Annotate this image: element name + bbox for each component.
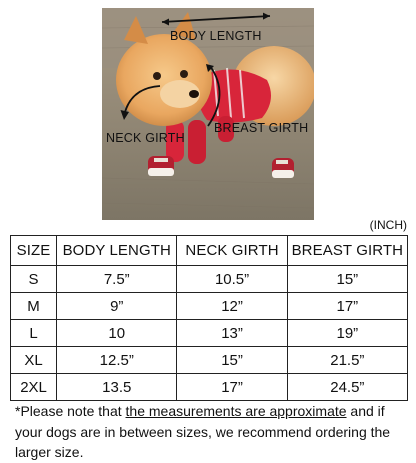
breast-girth-label: BREAST GIRTH bbox=[214, 121, 309, 135]
table-row bbox=[11, 347, 408, 374]
dog-eye-right bbox=[180, 70, 188, 78]
dog-measurement-photo bbox=[102, 8, 314, 220]
size-chart-table bbox=[10, 235, 408, 401]
cell-breast-girth: 17” bbox=[287, 293, 407, 320]
dog-eye-left bbox=[153, 72, 161, 80]
body-length-label: BODY LENGTH bbox=[170, 29, 262, 43]
sizing-note bbox=[15, 401, 410, 463]
dog-front-leg-right bbox=[188, 120, 206, 164]
cell-breast-girth: 21.5” bbox=[287, 347, 407, 374]
cell-neck-girth: 12” bbox=[177, 293, 287, 320]
cell-body-length: 13.5 bbox=[57, 374, 177, 401]
header-size: SIZE bbox=[11, 236, 57, 266]
cell-body-length: 7.5” bbox=[57, 266, 177, 293]
cell-breast-girth: 24.5” bbox=[287, 374, 407, 401]
note-underlined: the measurements are approximate bbox=[125, 403, 347, 419]
cell-neck-girth: 13” bbox=[177, 320, 287, 347]
cell-size: XL bbox=[11, 347, 57, 374]
header-neck-girth: NECK GIRTH bbox=[177, 236, 287, 266]
cell-body-length: 10 bbox=[57, 320, 177, 347]
cell-neck-girth: 17” bbox=[177, 374, 287, 401]
dog-nose bbox=[189, 90, 199, 98]
cell-breast-girth: 19” bbox=[287, 320, 407, 347]
table-row bbox=[11, 266, 408, 293]
dog-head bbox=[116, 34, 212, 126]
unit-label: (INCH) bbox=[369, 218, 407, 232]
cell-neck-girth: 10.5” bbox=[177, 266, 287, 293]
cell-size: M bbox=[11, 293, 57, 320]
cell-size: L bbox=[11, 320, 57, 347]
cell-body-length: 12.5” bbox=[57, 347, 177, 374]
neck-girth-label: NECK GIRTH bbox=[106, 131, 185, 145]
table-row bbox=[11, 293, 408, 320]
header-body-length: BODY LENGTH bbox=[57, 236, 177, 266]
cell-size: S bbox=[11, 266, 57, 293]
cell-size: 2XL bbox=[11, 374, 57, 401]
note-suffix: and if your dogs are in between sizes, we recommend ordering the larger size. bbox=[15, 403, 391, 460]
cell-breast-girth: 15” bbox=[287, 266, 407, 293]
cell-body-length: 9” bbox=[57, 293, 177, 320]
table-header-row bbox=[11, 236, 408, 266]
table-row bbox=[11, 374, 408, 401]
cell-neck-girth: 15” bbox=[177, 347, 287, 374]
header-breast-girth: BREAST GIRTH bbox=[287, 236, 407, 266]
table-row bbox=[11, 320, 408, 347]
note-prefix: *Please note that bbox=[15, 403, 126, 419]
